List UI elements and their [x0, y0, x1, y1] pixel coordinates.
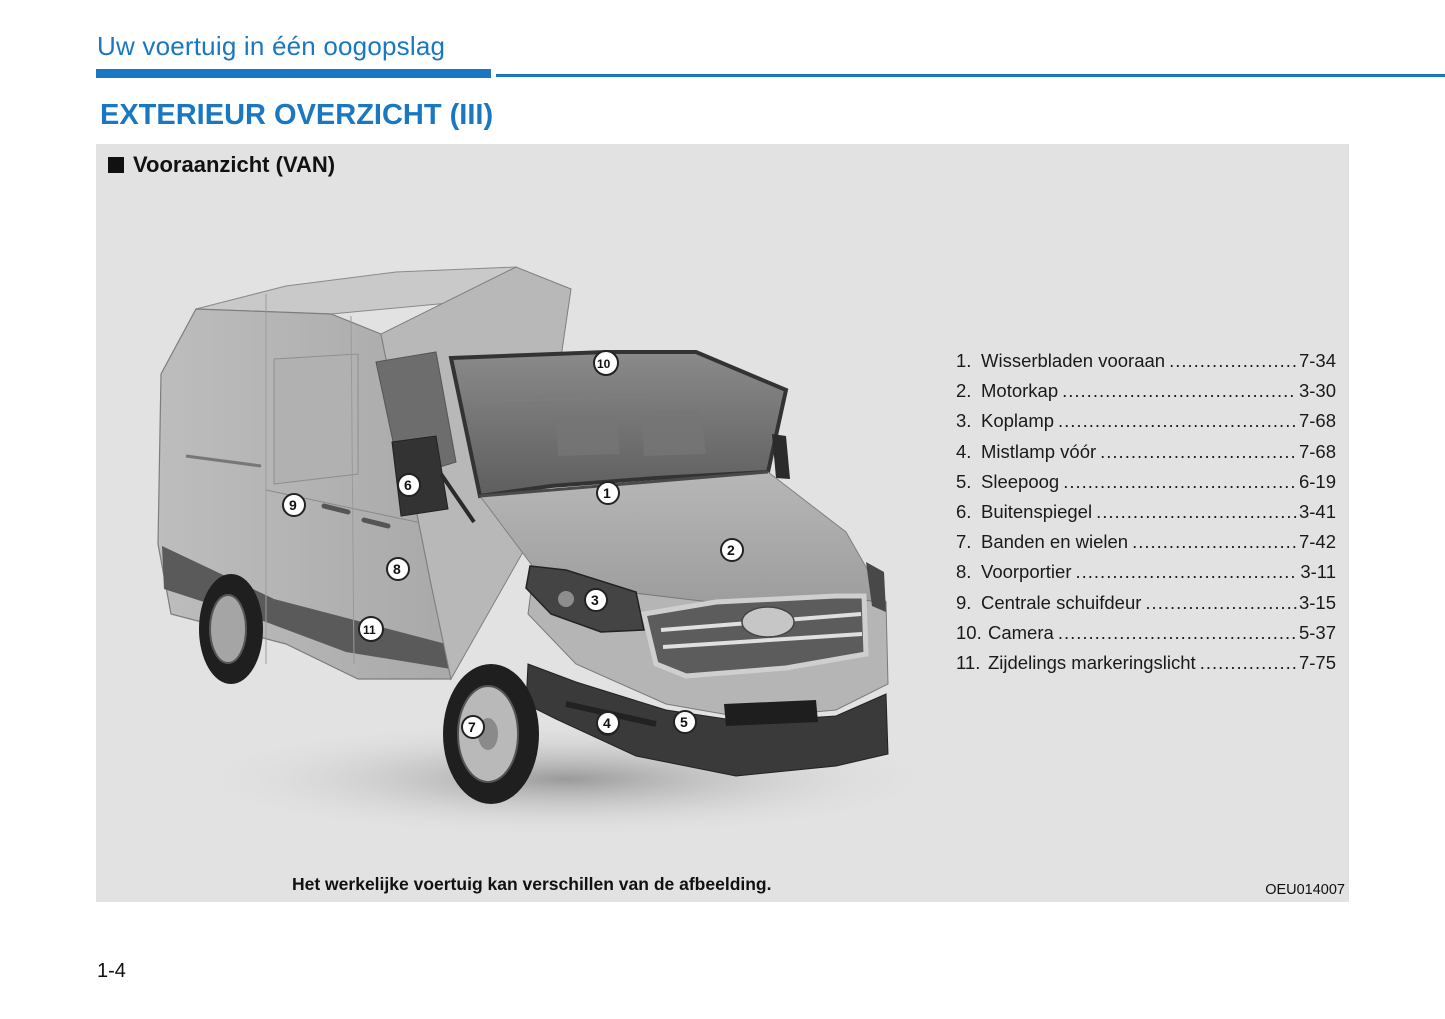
- callout-2: [721, 539, 743, 561]
- legend-label: Buitenspiegel: [981, 500, 1093, 522]
- legend-item: [956, 531, 1336, 561]
- section-title: EXTERIEUR OVERZICHT (III): [100, 99, 494, 131]
- callout-6: [398, 474, 420, 496]
- van-front-wheel: [443, 664, 539, 804]
- figure-subheading-text: Vooraanzicht (VAN): [133, 152, 336, 177]
- legend-item: [956, 501, 1336, 531]
- callout-9: [283, 494, 305, 516]
- legend-page-ref: 3-11: [1300, 561, 1336, 583]
- legend-number: 2.: [956, 380, 972, 402]
- van-mirror-right: [772, 434, 790, 479]
- legend-page-ref: 7-34: [1298, 350, 1336, 371]
- legend-page-ref: 3-15: [1298, 591, 1336, 613]
- legend-number: 7.: [956, 531, 972, 553]
- header-rule-thin: [496, 74, 1445, 77]
- legend-item: [956, 471, 1336, 501]
- legend-number: 4.: [956, 440, 972, 462]
- legend-item: [956, 410, 1336, 440]
- legend-item: [956, 350, 1336, 380]
- callout-10: [594, 351, 618, 375]
- figure-disclaimer: Het werkelijke voertuig kan verschillen van de afbeelding.: [292, 874, 772, 894]
- callout-3-label: 3: [591, 592, 599, 608]
- legend-number: 8.: [956, 561, 972, 583]
- legend-item: [956, 441, 1336, 471]
- legend-number: 5.: [956, 470, 972, 492]
- legend-page-ref: 5-37: [1298, 621, 1336, 643]
- van-rear-wheel: [199, 574, 263, 684]
- legend-page-ref: 3-30: [1298, 380, 1336, 402]
- legend-label: Sleepoog: [981, 470, 1060, 492]
- legend-page-ref: 7-68: [1298, 440, 1336, 462]
- image-code: OEU014007: [1265, 882, 1345, 898]
- legend-label: Mistlamp vóór: [981, 440, 1097, 462]
- legend-number: 9.: [956, 591, 972, 613]
- callout-3: [585, 589, 607, 611]
- header-rule-thick: [96, 69, 491, 78]
- dot-leader: [1076, 561, 1299, 583]
- callout-6-label: 6: [404, 477, 412, 493]
- callout-8-label: 8: [393, 561, 401, 577]
- callout-7: [462, 716, 484, 738]
- legend-number: 1.: [956, 350, 972, 371]
- legend-item: [956, 592, 1336, 622]
- dot-leader: [1132, 531, 1297, 553]
- legend-item: [956, 380, 1336, 410]
- legend-label: Voorportier: [981, 561, 1072, 583]
- callout-5: [674, 711, 696, 733]
- legend-label: Camera: [988, 621, 1054, 643]
- legend-number: 10.: [956, 621, 982, 643]
- legend-page-ref: 3-41: [1298, 500, 1336, 522]
- dot-leader: [1096, 501, 1297, 523]
- legend-page-ref: 7-68: [1298, 410, 1336, 432]
- legend-number: 11.: [956, 651, 981, 673]
- callout-1-label: 1: [603, 485, 611, 501]
- callout-4-label: 4: [603, 715, 611, 731]
- dot-leader: [1200, 652, 1297, 674]
- callout-9-label: 9: [289, 497, 297, 513]
- legend-number: 6.: [956, 500, 972, 522]
- legend-label: Banden en wielen: [981, 531, 1129, 553]
- legend-label: Zijdelings markeringslicht: [988, 651, 1196, 673]
- legend-page-ref: 6-19: [1298, 470, 1336, 492]
- callout-1: [597, 482, 619, 504]
- callout-11: [359, 617, 383, 641]
- dot-leader: [1169, 350, 1297, 372]
- dot-leader: [1145, 592, 1297, 614]
- callout-10-label: 10: [597, 357, 611, 371]
- callout-8: [387, 558, 409, 580]
- legend-label: Koplamp: [981, 410, 1055, 432]
- page-number: 1-4: [97, 960, 126, 982]
- dot-leader: [1058, 410, 1297, 432]
- chapter-title: Uw voertuig in één oogopslag: [97, 31, 446, 61]
- dot-leader: [1100, 441, 1297, 463]
- legend-item: [956, 622, 1336, 652]
- legend-item: [956, 652, 1336, 682]
- legend-label: Centrale schuifdeur: [981, 591, 1142, 613]
- dot-leader: [1063, 471, 1297, 493]
- legend-label: Motorkap: [981, 380, 1059, 402]
- legend-page-ref: 7-75: [1298, 651, 1336, 673]
- legend-label: Wisserbladen vooraan: [981, 350, 1166, 371]
- legend-number: 3.: [956, 410, 972, 432]
- dot-leader: [1058, 622, 1297, 644]
- dot-leader: [1062, 380, 1297, 402]
- callout-7-label: 7: [468, 719, 476, 735]
- callout-11-label: 11: [363, 623, 376, 637]
- parts-legend: [956, 350, 1336, 682]
- figure-panel: [96, 144, 1349, 902]
- van-illustration: [96, 144, 936, 864]
- callout-2-label: 2: [727, 542, 735, 558]
- legend-page-ref: 7-42: [1298, 531, 1336, 553]
- callout-4: [597, 712, 619, 734]
- callout-5-label: 5: [680, 714, 688, 730]
- legend-item: [956, 561, 1336, 591]
